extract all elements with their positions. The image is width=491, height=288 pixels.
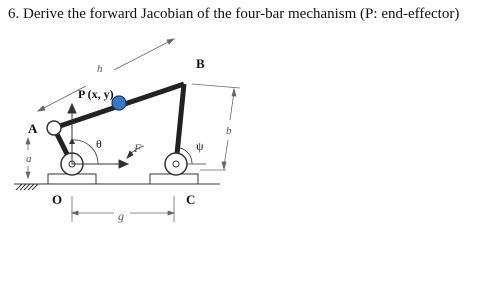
question-text: 6. Derive the forward Jacobian of the four-bar mechanism (P: end-effector)	[8, 6, 460, 22]
end-effector-p	[112, 96, 126, 110]
label-force: F	[134, 141, 142, 155]
label-point-c: C	[186, 192, 196, 207]
pivot-c	[165, 153, 187, 175]
label-point-b: B	[196, 56, 205, 71]
label-psi: ψ	[196, 139, 204, 153]
label-point-p: P (x, y)	[78, 87, 114, 101]
label-g: g	[118, 209, 124, 223]
label-point-o: O	[52, 192, 63, 207]
label-b: b	[226, 125, 232, 137]
label-h: h	[97, 63, 103, 75]
ground-hatch	[14, 184, 220, 190]
label-a: a	[26, 153, 32, 165]
dimension-b	[192, 84, 240, 170]
label-theta: θ	[96, 137, 102, 151]
link-rocker-cb	[176, 84, 184, 164]
label-point-a: A	[28, 121, 38, 136]
joint-a	[47, 121, 61, 135]
